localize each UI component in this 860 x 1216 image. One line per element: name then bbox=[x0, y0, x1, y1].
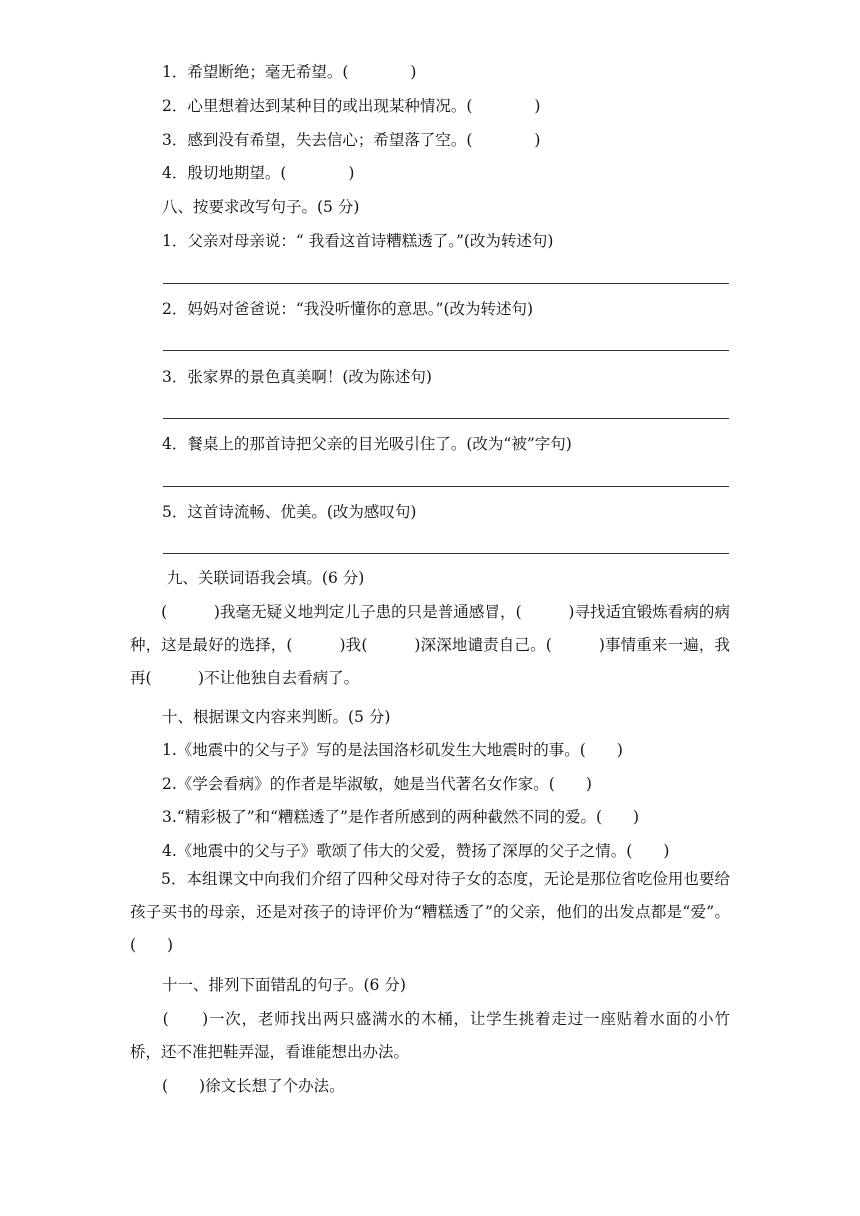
answer-line-1[interactable] bbox=[163, 283, 729, 284]
answer-line-3[interactable] bbox=[163, 418, 729, 419]
answer-line-5[interactable] bbox=[163, 553, 729, 554]
section-11-heading: 十一、排列下面错乱的句子。(6 分) bbox=[162, 976, 406, 994]
q10-item-5: 5．本组课文中向我们介绍了四种父母对待子女的态度，无论是那位省吃俭用也要给孩子买书的母亲，还是对孩子的诗评价为“糟糕透了”的父亲，他们的出发点都是“爱”。( ) bbox=[130, 870, 730, 954]
section-8-heading: 八、按要求改写句子。(5 分) bbox=[162, 198, 360, 216]
q7-item-4: 4．殷切地期望。( ) bbox=[162, 164, 355, 182]
q8-item-2: 2．妈妈对爸爸说：“我没听懂你的意思。”(改为转述句) bbox=[162, 300, 534, 318]
q11-item-1: ( )一次，老师找出两只盛满水的木桶，让学生挑着走过一座贴着水面的小竹桥，还不准把鞋弄湿，看谁能想出办法。 bbox=[130, 1010, 730, 1061]
q7-item-1: 1．希望断绝；毫无希望。( ) bbox=[162, 63, 417, 81]
q10-item-4: 4.《地震中的父与子》歌颂了伟大的父爱，赞扬了深厚的父子之情。( ) bbox=[162, 842, 670, 860]
q8-item-5: 5．这首诗流畅、优美。(改为感叹句) bbox=[162, 503, 417, 521]
answer-line-4[interactable] bbox=[163, 486, 729, 487]
section-9-heading: 九、关联词语我会填。(6 分) bbox=[162, 569, 365, 587]
answer-line-2[interactable] bbox=[163, 350, 729, 351]
q8-item-1: 1．父亲对母亲说：“ 我看这首诗糟糕透了。”(改为转述句) bbox=[162, 232, 554, 250]
q10-item-3: 3.“精彩极了”和“糟糕透了”是作者所感到的两种截然不同的爱。( ) bbox=[162, 808, 640, 826]
section-10-heading: 十、根据课文内容来判断。(5 分) bbox=[162, 708, 391, 726]
q10-item-1: 1.《地震中的父与子》写的是法国洛杉矶发生大地震时的事。( ) bbox=[162, 741, 623, 759]
q7-item-2: 2．心里想着达到某种目的或出现某种情况。( ) bbox=[162, 97, 541, 115]
q8-item-4: 4．餐桌上的那首诗把父亲的目光吸引住了。(改为“被”字句) bbox=[162, 435, 572, 453]
section-9-paragraph: ( )我毫无疑义地判定儿子患的只是普通感冒，( )寻找适宜锻炼看病的病种，这是最好的选择，( )我( )深深地谴责自己。( )事情重来一遍，我再( )不让他独自去看病了。 bbox=[130, 603, 730, 687]
q10-item-2: 2.《学会看病》的作者是毕淑敏，她是当代著名女作家。( ) bbox=[162, 775, 592, 793]
q11-item-2: ( )徐文长想了个办法。 bbox=[162, 1077, 345, 1095]
q7-item-3: 3．感到没有希望，失去信心；希望落了空。( ) bbox=[162, 131, 541, 149]
q8-item-3: 3．张家界的景色真美啊！(改为陈述句) bbox=[162, 368, 432, 386]
